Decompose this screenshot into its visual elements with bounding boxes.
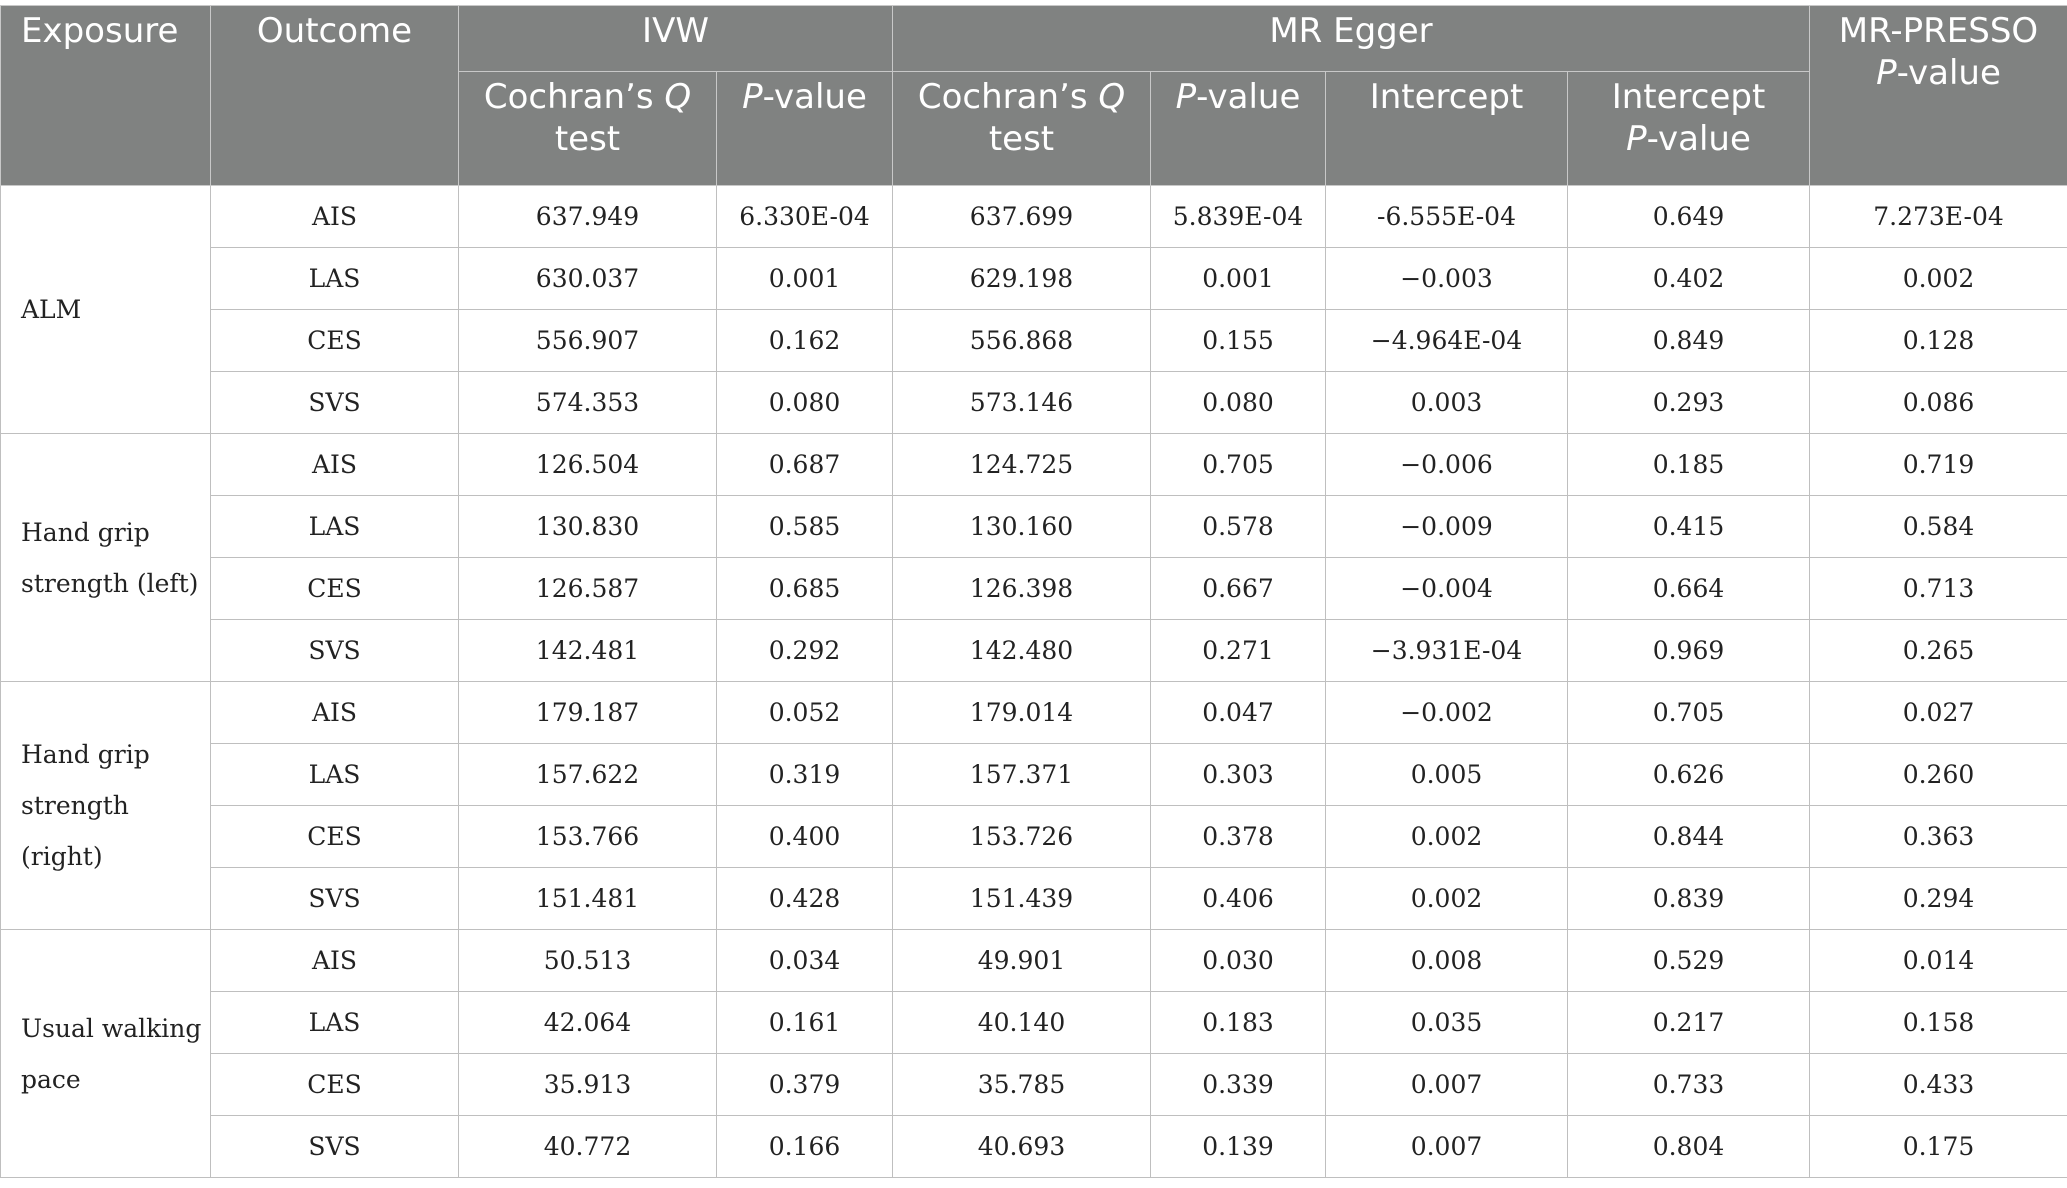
egger-q-cell: 40.140 [893,992,1151,1054]
outcome-cell: SVS [211,1116,459,1178]
table-row [1,1054,2067,1116]
exposure-cell [1,930,211,1178]
intercept-cell: 0.007 [1326,1054,1568,1116]
intercept-p-cell: 0.733 [1568,1054,1810,1116]
header-ivw: IVW [459,6,893,72]
intercept-cell: 0.035 [1326,992,1568,1054]
outcome-cell: LAS [211,248,459,310]
egger-q-cell: 153.726 [893,806,1151,868]
intercept-p-cell: 0.969 [1568,620,1810,682]
q-italic: Q [664,77,692,117]
table-row [1,744,2067,806]
exposure-cell [1,434,211,682]
intercept-p-cell: 0.664 [1568,558,1810,620]
egger-p-cell: 0.378 [1151,806,1326,868]
outcome-cell: SVS [211,620,459,682]
intercept-p-cell: 0.415 [1568,496,1810,558]
intercept-p-cell: 0.844 [1568,806,1810,868]
exposure-line: Usual walking [21,1013,202,1043]
intercept-p-cell: 0.402 [1568,248,1810,310]
header-mr-egger: MR Egger [893,6,1810,72]
presso-p-cell: 0.086 [1810,372,2067,434]
ivw-p-cell: 6.330E-04 [717,186,893,248]
intercept-cell: −0.009 [1326,496,1568,558]
ivw-p-cell: 0.400 [717,806,893,868]
intercept-cell: −0.004 [1326,558,1568,620]
intercept-p-cell: 0.217 [1568,992,1810,1054]
table-row [1,1116,2067,1178]
egger-p-cell: 0.303 [1151,744,1326,806]
egger-p-cell: 0.271 [1151,620,1326,682]
outcome-cell: LAS [211,496,459,558]
table-row [1,372,2067,434]
presso-p-cell: 0.363 [1810,806,2067,868]
presso-p-cell: 0.014 [1810,930,2067,992]
table-header [1,6,2067,186]
egger-p-cell: 0.406 [1151,868,1326,930]
ivw-p-cell: 0.001 [717,248,893,310]
table-row [1,310,2067,372]
ivw-p-cell: 0.161 [717,992,893,1054]
egger-p-cell: 5.839E-04 [1151,186,1326,248]
outcome-cell: CES [211,806,459,868]
ivw-p-cell: 0.034 [717,930,893,992]
table-row [1,806,2067,868]
intercept-p-cell: 0.185 [1568,434,1810,496]
egger-p-cell: 0.578 [1151,496,1326,558]
intercept-p-cell: 0.839 [1568,868,1810,930]
outcome-cell: SVS [211,868,459,930]
egger-q-cell: 151.439 [893,868,1151,930]
header-mr-presso-p [1810,6,2067,186]
intercept-cell: 0.003 [1326,372,1568,434]
exposure-line: Hand grip [21,740,150,769]
presso-p-cell: 0.584 [1810,496,2067,558]
intercept-cell: −3.931E-04 [1326,620,1568,682]
exposure-cell [1,682,211,930]
intercept-cell: −4.964E-04 [1326,310,1568,372]
intercept-cell: 0.002 [1326,806,1568,868]
header-egger-intercept: Intercept [1326,72,1568,186]
header-value-suffix: -value [1896,53,2001,93]
intercept-cell: −0.002 [1326,682,1568,744]
value-suffix: -value [762,77,867,117]
intercept-label: Intercept [1611,77,1766,117]
ivw-q-cell: 50.513 [459,930,717,992]
ivw-q-cell: 556.907 [459,310,717,372]
egger-p-cell: 0.667 [1151,558,1326,620]
ivw-q-cell: 130.830 [459,496,717,558]
ivw-q-cell: 637.949 [459,186,717,248]
egger-q-cell: 556.868 [893,310,1151,372]
intercept-cell: −0.006 [1326,434,1568,496]
intercept-p-cell: 0.626 [1568,744,1810,806]
table-row [1,248,2067,310]
header-egger-cochran-q [893,72,1151,186]
ivw-p-cell: 0.166 [717,1116,893,1178]
outcome-cell: AIS [211,930,459,992]
table-row [1,992,2067,1054]
egger-q-cell: 40.693 [893,1116,1151,1178]
egger-q-cell: 35.785 [893,1054,1151,1116]
presso-p-cell: 0.027 [1810,682,2067,744]
egger-q-cell: 179.014 [893,682,1151,744]
ivw-q-cell: 126.504 [459,434,717,496]
egger-q-cell: 637.699 [893,186,1151,248]
egger-p-cell: 0.030 [1151,930,1326,992]
table-row [1,682,2067,744]
table-row [1,868,2067,930]
p-italic: P [742,77,763,117]
header-outcome: Outcome [211,6,459,186]
ivw-q-cell: 40.772 [459,1116,717,1178]
exposure-line: (right) [21,842,103,871]
presso-p-cell: 0.713 [1810,558,2067,620]
presso-p-cell: 0.002 [1810,248,2067,310]
exposure-line: Hand grip [21,517,150,547]
ivw-q-cell: 179.187 [459,682,717,744]
egger-q-cell: 49.901 [893,930,1151,992]
presso-p-cell: 0.175 [1810,1116,2067,1178]
ivw-q-cell: 574.353 [459,372,717,434]
ivw-q-cell: 157.622 [459,744,717,806]
outcome-cell: AIS [211,434,459,496]
intercept-p-cell: 0.804 [1568,1116,1810,1178]
egger-q-cell: 124.725 [893,434,1151,496]
intercept-cell: -6.555E-04 [1326,186,1568,248]
egger-p-cell: 0.183 [1151,992,1326,1054]
egger-q-cell: 126.398 [893,558,1151,620]
intercept-cell: −0.003 [1326,248,1568,310]
egger-p-cell: 0.139 [1151,1116,1326,1178]
ivw-q-cell: 42.064 [459,992,717,1054]
outcome-cell: LAS [211,992,459,1054]
presso-p-cell: 0.128 [1810,310,2067,372]
value-suffix: -value [1646,119,1751,159]
ivw-q-cell: 630.037 [459,248,717,310]
cochran-label: Cochran’s [917,77,1088,117]
ivw-q-cell: 35.913 [459,1054,717,1116]
intercept-cell: 0.008 [1326,930,1568,992]
exposure-line: pace [21,1064,81,1094]
egger-q-cell: 157.371 [893,744,1151,806]
egger-p-cell: 0.001 [1151,248,1326,310]
table-row [1,930,2067,992]
table-row [1,434,2067,496]
q-italic: Q [1098,77,1126,117]
ivw-p-cell: 0.585 [717,496,893,558]
ivw-p-cell: 0.685 [717,558,893,620]
header-egger-intercept-p [1568,72,1810,186]
header-p-italic: P [1876,53,1897,93]
intercept-cell: 0.002 [1326,868,1568,930]
intercept-p-cell: 0.705 [1568,682,1810,744]
outcome-cell: CES [211,1054,459,1116]
outcome-cell: AIS [211,186,459,248]
ivw-p-cell: 0.162 [717,310,893,372]
test-label: test [988,119,1055,159]
egger-q-cell: 142.480 [893,620,1151,682]
presso-p-cell: 0.260 [1810,744,2067,806]
table-row [1,496,2067,558]
egger-p-cell: 0.047 [1151,682,1326,744]
header-exposure: Exposure [1,6,211,186]
outcome-cell: AIS [211,682,459,744]
header-egger-p-value [1151,72,1326,186]
egger-p-cell: 0.339 [1151,1054,1326,1116]
table-body [1,186,2067,1178]
intercept-p-cell: 0.649 [1568,186,1810,248]
p-italic: P [1626,119,1647,159]
ivw-p-cell: 0.052 [717,682,893,744]
table-row [1,186,2067,248]
outcome-cell: LAS [211,744,459,806]
outcome-cell: SVS [211,372,459,434]
ivw-p-cell: 0.687 [717,434,893,496]
ivw-p-cell: 0.379 [717,1054,893,1116]
outcome-cell: CES [211,558,459,620]
ivw-p-cell: 0.080 [717,372,893,434]
header-ivw-cochran-q [459,72,717,186]
exposure-line: strength (left) [21,568,199,598]
table-row [1,620,2067,682]
presso-p-cell: 0.265 [1810,620,2067,682]
cochran-label: Cochran’s [483,77,654,117]
presso-p-cell: 0.294 [1810,868,2067,930]
exposure-cell: ALM [1,186,211,434]
egger-q-cell: 629.198 [893,248,1151,310]
value-suffix: -value [1196,77,1301,117]
presso-p-cell: 7.273E-04 [1810,186,2067,248]
table-row [1,558,2067,620]
intercept-p-cell: 0.293 [1568,372,1810,434]
header-mr-presso-label: MR-PRESSO [1838,11,2039,51]
ivw-q-cell: 151.481 [459,868,717,930]
egger-q-cell: 130.160 [893,496,1151,558]
ivw-q-cell: 142.481 [459,620,717,682]
presso-p-cell: 0.433 [1810,1054,2067,1116]
presso-p-cell: 0.719 [1810,434,2067,496]
ivw-q-cell: 153.766 [459,806,717,868]
header-ivw-p-value [717,72,893,186]
egger-p-cell: 0.155 [1151,310,1326,372]
intercept-cell: 0.005 [1326,744,1568,806]
test-label: test [554,119,621,159]
ivw-p-cell: 0.292 [717,620,893,682]
exposure-line: strength [21,791,129,820]
egger-p-cell: 0.080 [1151,372,1326,434]
intercept-cell: 0.007 [1326,1116,1568,1178]
p-italic: P [1175,77,1197,117]
outcome-cell: CES [211,310,459,372]
mr-sensitivity-table [0,5,2067,1178]
presso-p-cell: 0.158 [1810,992,2067,1054]
egger-q-cell: 573.146 [893,372,1151,434]
ivw-q-cell: 126.587 [459,558,717,620]
ivw-p-cell: 0.428 [717,868,893,930]
ivw-p-cell: 0.319 [717,744,893,806]
egger-p-cell: 0.705 [1151,434,1326,496]
intercept-p-cell: 0.849 [1568,310,1810,372]
intercept-p-cell: 0.529 [1568,930,1810,992]
